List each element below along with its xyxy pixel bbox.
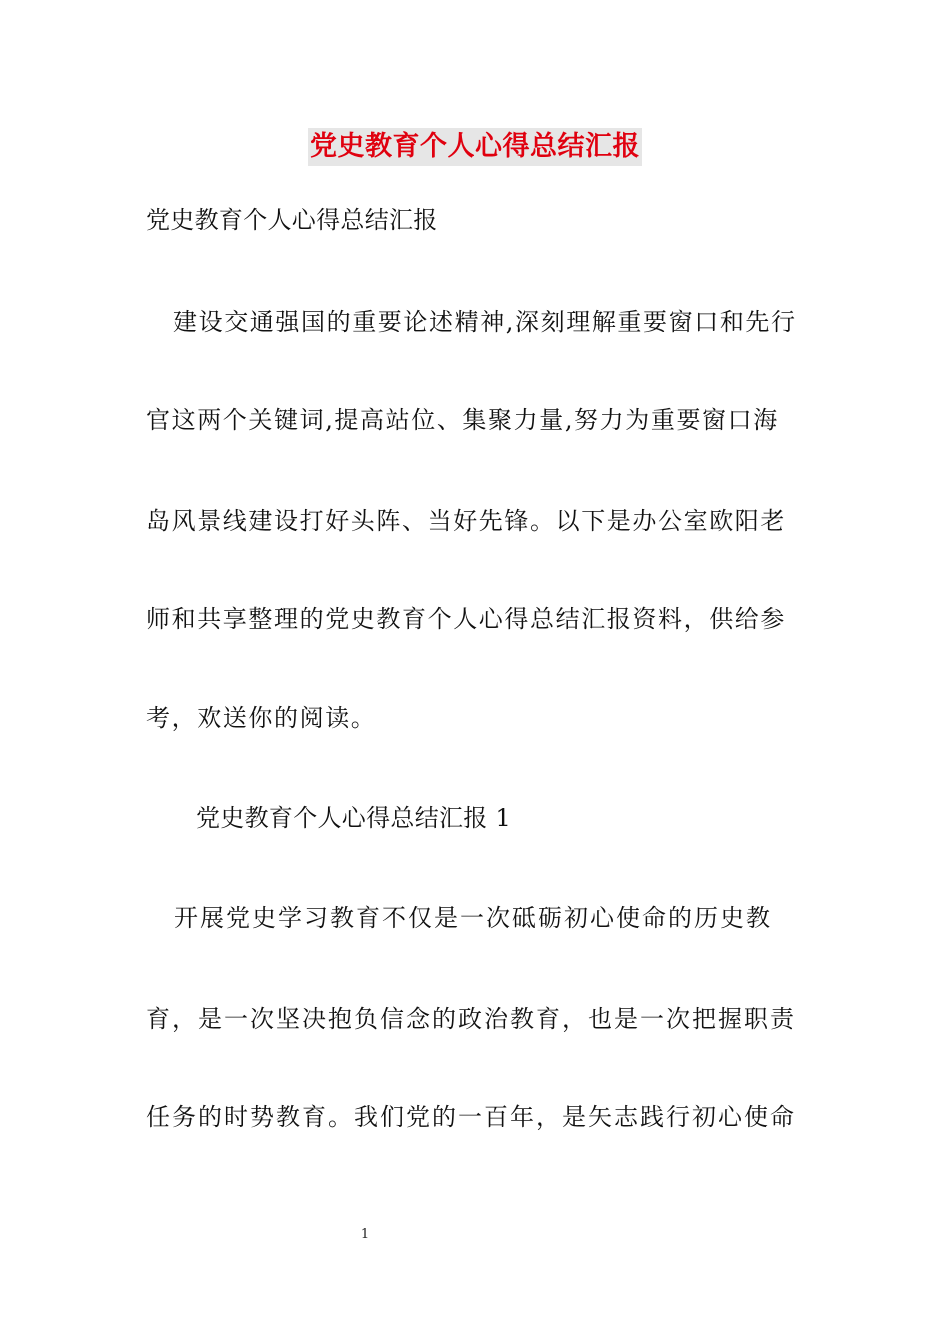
page-number: 1 [360, 1227, 370, 1242]
paragraph-1-line-3: 岛风景线建设打好头阵、当好先锋。以下是办公室欧阳老 [146, 507, 786, 535]
paragraph-2-line-1: 开展党史学习教育不仅是一次砥砺初心使命的历史教 [174, 904, 772, 932]
paragraph-2-line-3: 任务的时势教育。我们党的一百年，是矢志践行初心使命 [146, 1103, 796, 1131]
section-heading: 党史教育个人心得总结汇报 1 [196, 804, 512, 832]
title-container [0, 128, 950, 166]
paragraph-1-line-5: 考，欢送你的阅读。 [146, 704, 377, 732]
paragraph-1-line-1: 建设交通强国的重要论述精神,深刻理解重要窗口和先行 [173, 308, 797, 336]
paragraph-1-line-2: 官这两个关键词,提高站位、集聚力量,努力为重要窗口海 [146, 406, 779, 434]
paragraph-1-line-4: 师和共享整理的党史教育个人心得总结汇报资料，供给参 [146, 605, 786, 633]
paragraph-2-line-2: 育，是一次坚决抱负信念的政治教育，也是一次把握职责 [146, 1005, 796, 1033]
document-subtitle: 党史教育个人心得总结汇报 [146, 206, 438, 234]
document-title: 党史教育个人心得总结汇报 [308, 128, 642, 166]
